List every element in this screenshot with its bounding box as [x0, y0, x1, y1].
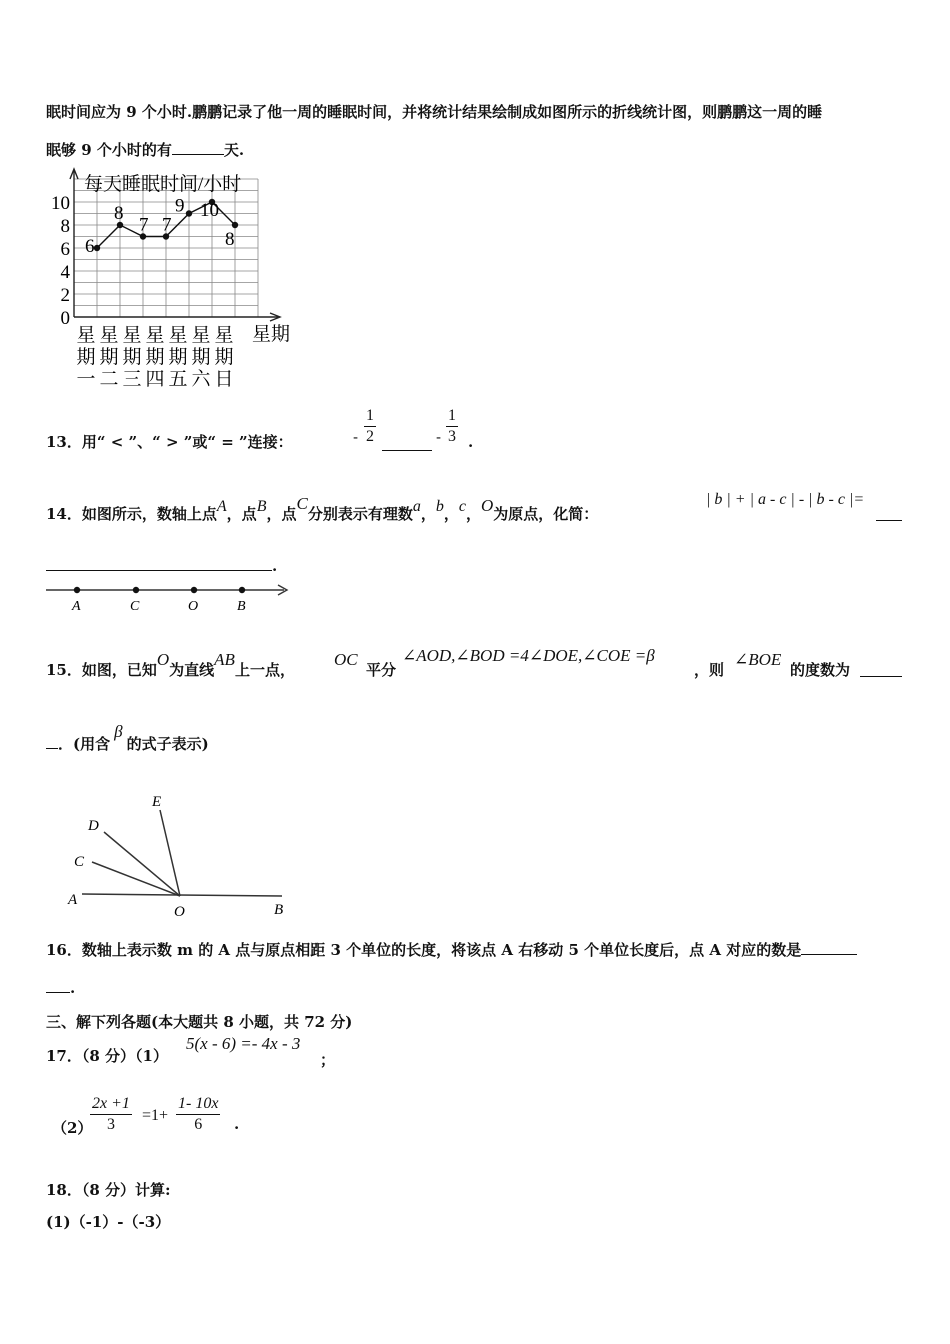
q17-frac1-den: 3	[106, 1116, 115, 1133]
q14-mid: 分别表示有理数	[307, 505, 413, 523]
q17-end: .	[234, 1115, 240, 1133]
q14-sep2: ，点	[266, 505, 297, 523]
chart-x-ticks	[76, 324, 233, 390]
q16-answer-blank-2	[46, 978, 70, 993]
chart-xtick-星期日-0: 星	[214, 325, 234, 346]
q15-line2	[46, 722, 209, 754]
number-line-point-O	[191, 587, 197, 593]
chart-xtick-星期二-1: 期	[99, 347, 119, 368]
chart-ytick-8: 8	[60, 216, 70, 237]
sleep-line-chart	[40, 165, 320, 395]
q13-left-num: 1	[364, 406, 376, 427]
diagram-label-B: B	[274, 902, 284, 918]
chart-value-label-星期六: 10	[200, 200, 219, 221]
q14-origin-O: O	[481, 496, 494, 515]
q16-end: .	[70, 979, 76, 997]
q17-label: 17．（8 分）（1）	[46, 1047, 168, 1065]
q17-frac1-num: 2x +1	[90, 1094, 132, 1115]
diagram-label-D: D	[88, 818, 99, 834]
chart-xtick-星期五-0: 星	[168, 325, 188, 346]
chart-point-星期日	[232, 222, 238, 228]
chart-value-label-星期日: 8	[225, 229, 235, 250]
q15-mid3: 平分	[366, 661, 397, 679]
chart-xtick-星期三-1: 期	[122, 347, 142, 368]
number-line-point-B	[239, 587, 245, 593]
q13-label: 13．用“ < ”、“ > ”或“ = ”连接：	[46, 433, 293, 451]
q12-line2-pre: 眠够 9 个小时的有	[46, 141, 172, 159]
q15-mid2: 上一点，	[234, 661, 295, 679]
q15-line1	[46, 646, 906, 684]
q15-answer-blank-1	[860, 662, 902, 677]
q14-c1: ，	[420, 505, 436, 523]
q15-post: 的度数为	[790, 661, 851, 679]
q14-answer-blank-1	[876, 506, 902, 521]
q14-var-b: b	[435, 498, 444, 515]
chart-ytick-10: 10	[51, 193, 70, 214]
chart-xtick-星期一-0: 星	[76, 325, 96, 346]
chart-xtick-星期一-2: 一	[76, 369, 96, 390]
chart-xtick-星期日-1: 期	[214, 347, 234, 368]
q13-left-fraction	[364, 406, 376, 447]
q16-text: 16．数轴上表示数 m 的 A 点与原点相距 3 个单位的长度，将该点 A 右移动 5 个单位长度后，点 A 对应的数是	[46, 941, 802, 959]
chart-value-label-星期五: 9	[175, 195, 185, 217]
q14-post: 为原点，化简：	[493, 505, 599, 523]
q18-item1: (1)（-1）-（-3）	[46, 1213, 171, 1231]
q13-right-num: 1	[446, 406, 458, 427]
chart-title: 每天睡眠时间/小时	[84, 174, 242, 195]
chart-xtick-星期六-1: 期	[191, 347, 211, 368]
q16-line2	[46, 978, 75, 998]
chart-ytick-6: 6	[60, 239, 70, 260]
q13-end: .	[468, 433, 474, 451]
q17-equation-1: 5(x - 6) =- 4x - 3	[186, 1034, 301, 1053]
chart-xtick-星期四-0: 星	[145, 325, 165, 346]
number-line-label-O: O	[188, 599, 199, 614]
q15-pre: 15．如图，已知	[46, 661, 157, 679]
number-line-label-C: C	[130, 599, 140, 614]
q15-mid4: ，则	[694, 661, 725, 679]
chart-xtick-星期六-0: 星	[191, 325, 211, 346]
diagram-label-A: A	[68, 892, 78, 908]
chart-point-星期五	[186, 210, 192, 216]
q12-line2	[46, 140, 244, 160]
chart-ytick-2: 2	[60, 285, 70, 306]
chart-xtick-星期六-2: 六	[191, 369, 211, 390]
q15-angle-BOE: ∠BOE	[734, 650, 782, 669]
q14-expression: | b | + | a - c | - | b - c |=	[706, 491, 865, 508]
number-line-point-A	[74, 587, 80, 593]
q14-c3: ，	[465, 505, 481, 523]
chart-xtick-星期三-2: 三	[122, 369, 142, 390]
q14-line2	[46, 556, 277, 576]
q15-answer-blank-2	[46, 734, 58, 749]
q15-beta: β	[114, 722, 123, 741]
chart-value-label-星期二: 8	[114, 203, 124, 224]
q16-line1	[46, 940, 902, 960]
number-line-label-A: A	[72, 599, 81, 614]
q14-pre: 14．如图所示，数轴上点	[46, 505, 217, 523]
q14-point-C: C	[296, 494, 308, 513]
q13-left-den: 2	[366, 428, 374, 445]
section3-title: 三、解下列各题(本大题共 8 小题，共 72 分)	[46, 1013, 353, 1031]
q12-line2-post: 天.	[223, 141, 245, 159]
chart-y-ticks	[51, 193, 71, 329]
q17-semicolon: ；	[320, 1051, 336, 1069]
q14-number-line	[40, 578, 300, 618]
chart-value-label-星期一: 6	[85, 236, 95, 257]
q18-label: 18．（8 分）计算:	[46, 1181, 171, 1199]
q15-point-O: O	[156, 650, 170, 669]
chart-xtick-星期二-2: 二	[99, 369, 119, 390]
chart-xtick-星期三-0: 星	[122, 325, 142, 346]
diagram-label-E: E	[152, 794, 162, 810]
q14-point-A: A	[216, 498, 227, 515]
chart-xtick-星期日-2: 日	[214, 369, 234, 390]
q14-var-a: a	[412, 498, 421, 515]
q17-frac2-den: 6	[194, 1116, 203, 1133]
q14-sep1: ，点	[226, 505, 257, 523]
chart-xtick-星期四-2: 四	[145, 369, 165, 390]
chart-xtick-星期四-1: 期	[145, 347, 165, 368]
q15-angle-diagram	[62, 788, 302, 920]
q15-ray-OC: OC	[334, 650, 358, 669]
q14-point-B: B	[256, 498, 267, 515]
chart-xtick-星期五-2: 五	[168, 369, 188, 390]
q15-line2-pre: ．(用含	[58, 735, 111, 753]
q15-mid1: 为直线	[169, 661, 215, 679]
q13-right-sign: -	[436, 428, 442, 446]
ray-OD	[104, 832, 180, 896]
q13-left-sign: -	[353, 428, 359, 446]
q14-line1	[46, 491, 906, 528]
q13-answer-blank	[382, 436, 432, 451]
q14-answer-blank-2	[46, 556, 272, 571]
q12-answer-blank	[172, 140, 224, 155]
q13-right-den: 3	[448, 428, 456, 445]
q17-frac2-num: 1- 10x	[176, 1094, 220, 1115]
ray-OE	[160, 810, 180, 896]
q12-line1: 眠时间应为 9 个小时.鹏鹏记录了他一周的睡眠时间，并将统计结果绘制成如图所示的折线统计图，则鹏鹏这一周的睡	[46, 103, 823, 121]
q17-fraction-1	[90, 1094, 132, 1135]
q13-right-fraction	[446, 406, 458, 447]
q17-line1	[46, 1034, 336, 1072]
q14-var-c: c	[458, 498, 466, 515]
chart-value-label-星期四: 7	[162, 214, 172, 236]
q15-line-AB: AB	[214, 650, 235, 669]
q16-answer-blank-1	[801, 940, 857, 955]
q15-condition: ∠AOD,∠BOD =4∠DOE,∠COE =β	[402, 646, 655, 665]
chart-point-星期一	[94, 245, 100, 251]
ray-OA-OB	[82, 894, 282, 896]
chart-xtick-星期二-0: 星	[99, 325, 119, 346]
q17-fraction-2	[176, 1094, 220, 1135]
q15-line2-post: 的式子表示)	[126, 735, 209, 753]
chart-xtick-星期一-1: 期	[76, 347, 96, 368]
chart-ytick-4: 4	[60, 262, 70, 283]
chart-value-label-星期三: 7	[139, 214, 149, 236]
chart-xlabel: 星期	[252, 324, 291, 345]
q14-end: .	[272, 557, 278, 575]
q17-mid: =1+	[142, 1107, 169, 1124]
diagram-label-C: C	[74, 854, 85, 870]
number-line-point-C	[133, 587, 139, 593]
number-line-label-B: B	[237, 599, 246, 614]
q17-label2: （2）	[52, 1119, 93, 1137]
ray-OC	[92, 862, 180, 896]
chart-ytick-0: 0	[60, 308, 70, 329]
q14-c2: ，	[443, 505, 459, 523]
diagram-label-O: O	[174, 904, 185, 920]
chart-xtick-星期五-1: 期	[168, 347, 188, 368]
